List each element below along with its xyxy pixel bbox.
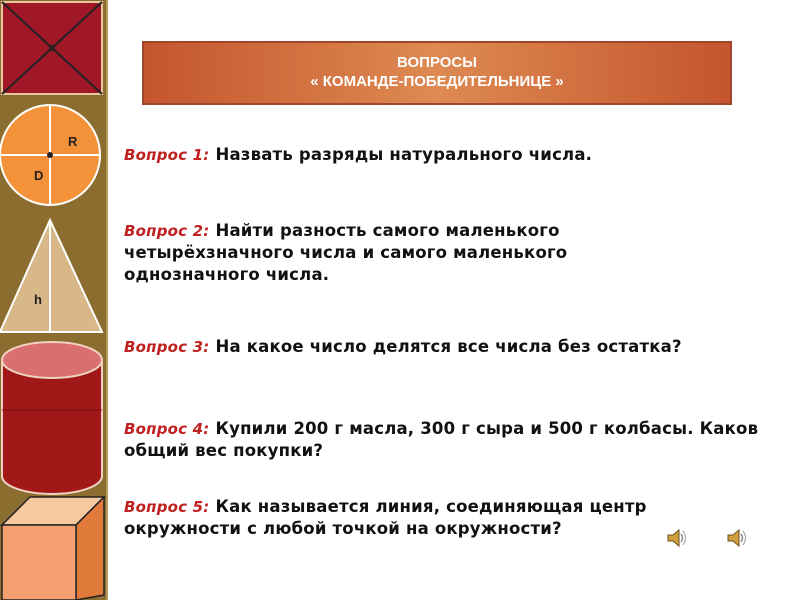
diameter-label: D — [34, 168, 44, 183]
question-2-text: Найти разность самого маленького четырёхзначного числа и самого маленького однозначного числа. — [124, 221, 568, 284]
question-2-number: Вопрос 2: — [124, 222, 210, 240]
radius-label: R — [68, 134, 78, 149]
cube-icon — [0, 495, 106, 600]
question-3-number: Вопрос 3: — [124, 338, 210, 356]
question-4-number: Вопрос 4: — [124, 420, 210, 438]
question-1-text: Назвать разряды натурального числа. — [209, 145, 593, 164]
question-5-text: Как называется линия, соединяющая центр окружности с любой точкой на окружности? — [124, 497, 647, 538]
question-1-number: Вопрос 1: — [124, 146, 210, 164]
question-3-text: На какое число делятся все числа без остатка? — [209, 337, 682, 356]
question-5-number: Вопрос 5: — [124, 498, 210, 516]
title-line-2: « КОМАНДЕ-ПОБЕДИТЕЛЬНИЦЕ » — [310, 73, 564, 90]
circle-radius-icon — [0, 100, 106, 212]
question-5 — [124, 496, 724, 540]
speaker-icon[interactable] — [726, 527, 748, 549]
question-4-text: Купили 200 г масла, 300 г сыра и 500 г колбасы. Каков общий вес покупки? — [124, 419, 759, 460]
sidebar-divider — [106, 0, 108, 600]
speaker-icon[interactable] — [666, 527, 688, 549]
question-2 — [124, 220, 644, 286]
slide-title — [142, 41, 732, 105]
question-4 — [124, 418, 774, 462]
question-1 — [124, 144, 684, 166]
square-diagonals-icon — [0, 0, 106, 100]
cylinder-icon — [0, 340, 106, 498]
triangle-height-icon — [0, 212, 106, 336]
question-3 — [124, 336, 774, 358]
title-line-1: ВОПРОСЫ — [397, 54, 477, 71]
height-label: h — [34, 292, 42, 307]
